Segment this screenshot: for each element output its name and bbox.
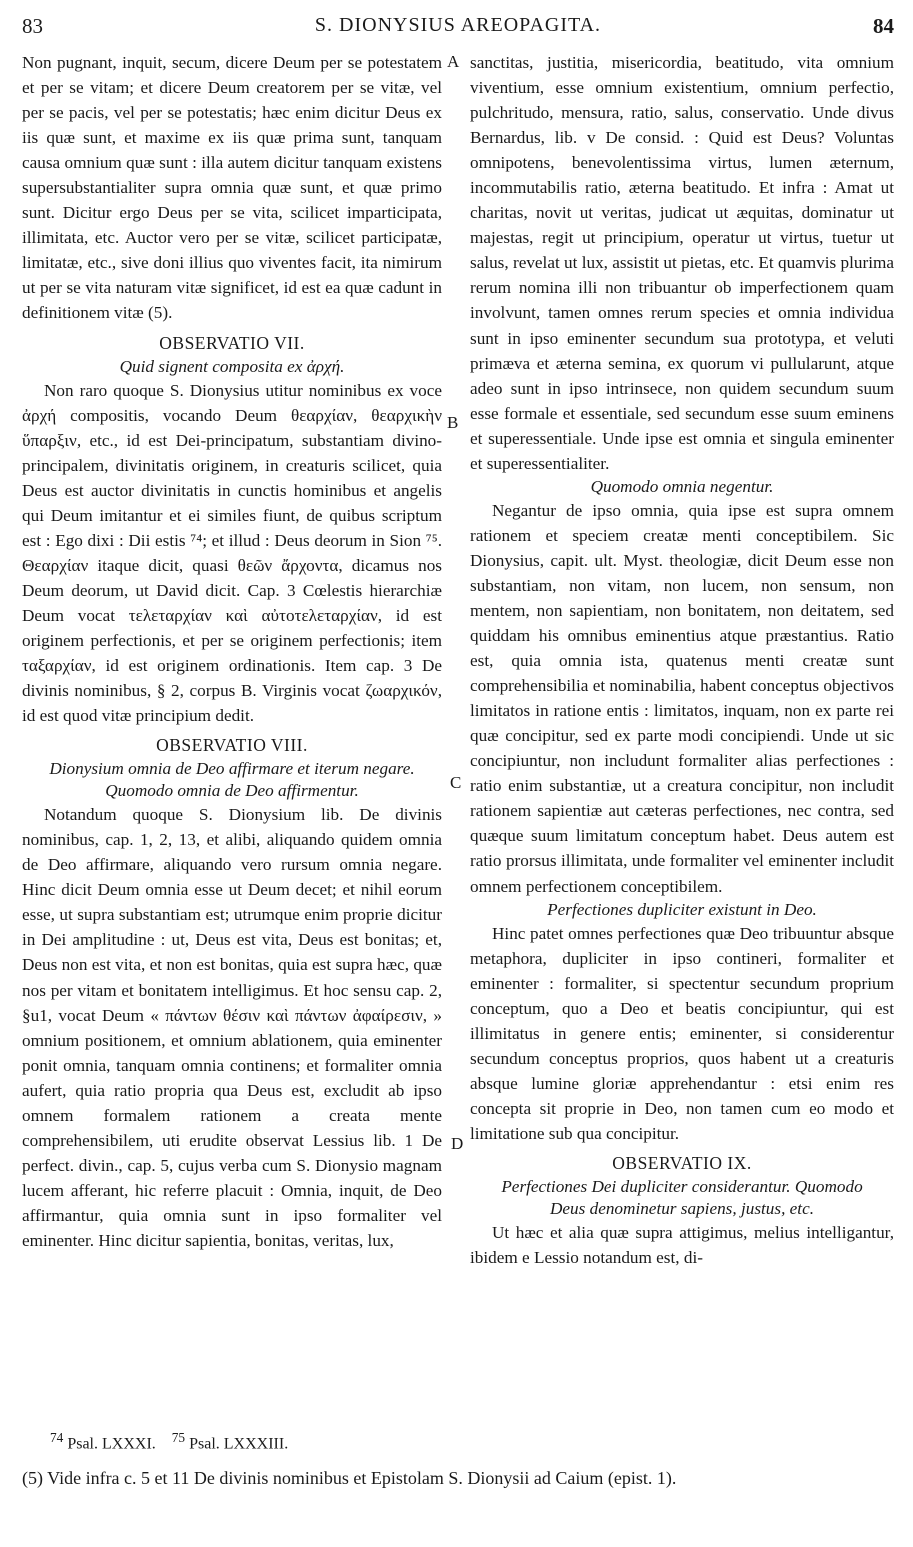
subheading-negentur: Quomodo omnia negentur.	[590, 476, 774, 496]
right-paragraph-4: Ut hæc et alia quæ supra attigimus, melius intelligantur, ibidem e Lessio notandum est, di-	[470, 1222, 894, 1268]
observatio-vii-subtitle: Quid signent composita ex ἀρχή.	[119, 356, 345, 376]
left-column	[22, 50, 442, 1253]
right-paragraph-3: Hinc patet omnes perfectiones quæ Deo tribuuntur absque metaphora, dupliciter in ipso contineri, formaliter et eminenter : formaliter, si spectentur secundum proprium conceptum, quo a Deo et beatis concipiuntur, qui est illimitatus in genere entis; eminenter, si considerentur secundum conceptus proprios, quos habent ut a creaturis absque lumine gloriæ apprehendantur : etsi enim res concepta sit proprie in Deo, non tamen cum eo modo et limitatione sub qua concipitur.	[470, 923, 894, 1143]
footnote-74-number: 74	[50, 1430, 64, 1445]
right-column	[470, 50, 894, 1270]
right-paragraph-1: sanctitas, justitia, misericordia, beatitudo, vita omnium viventium, esse omnium existentium, omnium perfectio, pulchritudo, mensura, ratio, salus, conservatio. Unde divus Bernardus, lib. v De consid. : Quid est Deus? Voluntas omnipotens, benevolentissima virtus, lumen æternum, incommutabilis ratio, æterna beatitudo. Et infra : Amat ut charitas, novit ut veritas, judicat ut æquitas, dominatur ut majestas, regit ut principium, operatur ut virtus, tuetur ut salus, revelat ut lux, assistit ut pietas, etc. Et quamvis plurima rerum nomina illi non tribuantur ob imperfectionem quam involvunt, tamen omnes rerum species et omnia individua sunt in ipso eminenter secundum sua prototypa, et veluti primæva et æterna semina, ex quorum vi pullularunt, atque adeo sunt in ipso intrinsece, non quidem secundum suum esse formale et essentiale, sed secundum esse suum eminens et superessentiale. Unde ipse est omnia et singula eminenter et superessentialiter.	[470, 53, 894, 473]
margin-marker-b: B	[447, 413, 459, 432]
page-number-right: 84	[873, 14, 894, 38]
observatio-ix-subtitle-1: Perfectiones Dei dupliciter considerantur. Quomodo	[501, 1176, 863, 1196]
observatio-viii-subtitle-2: Quomodo omnia de Deo affirmentur.	[105, 781, 359, 801]
right-paragraph-2: Negantur de ipso omnia, quia ipse est supra omnem rationem et speciem creatæ menti conceptibilem. Sic Dionysius, capit. ult. Myst. theologiæ, dicit Deum esse non substantiam, non vitam, non lucem, non sensum, non mentem, non sapientiam, non bonitatem, non deitatem, sed quiddam his omnibus eminentius atque præstantius. Ratio est, quia omnia ista, quatenus menti creatæ sunt comprehensibilia et nominabilia, habent conceptus objectivos limitatos in ratione entis : limitatos, inquam, non ex parte rei quæ concipitur, sed ex parte modi concipiendi. Unde ut sic concipiuntur, non includunt formaliter alias perfectiones : ratio enim substantiæ, ut a creatura concipitur, non includit rationem sapientiæ aut cæteras perfectiones, nec contra, sed quæque suum limitatum conceptum habet. Deus autem est ratio prorsus illimitata, unde formaliter vel eminenter includit omnem perfectionem conceptibilem.	[470, 500, 894, 896]
observatio-viii-heading: OBSERVATIO VIII.	[156, 735, 308, 756]
footnote-74-text: Psal. LXXXI.	[67, 1435, 156, 1453]
margin-marker-a: A	[447, 52, 460, 71]
scripture-footnotes	[50, 1430, 288, 1453]
left-paragraph-3: Notandum quoque S. Dionysium lib. De divinis nominibus, cap. 1, 2, 13, et alibi, aliquando quidem omnia de Deo affirmare, aliquando vero rursum omnia negare. Hinc dicit Deum omnia esse ut Deum decet; et nihil eorum esse, ut supra substantiam est; utrumque enim proprie dicitur in Dei amplitudine : ut, Deus est vita, Deus est bonitas; et, Deus non est vita, et non est bonitas, quia est supra hæc, quæ nos per vitam et bonitatem intelligimus. Et hoc sensu cap. 2, §u1, vocat Deum « πάντων θέσιν καὶ πάντων ἀφαίρεσιν, » omnium positionem, et omnium ablationem, quia eminenter ponit omnia, tanquam omnia continens; et formaliter omnia aufert, quia ratio propria qua Deus est, excludit ab ipso omnem formalem rationem a creata mente comprehensibilem, uti erudite observat Lessius lib. 1 De perfect. divin., cap. 5, cujus verba cum S. Dionysio magnam lucem afferant, hic referre placuit : Omnia, inquit, de Deo affirmantur, quia omnia sunt in ipso formaliter vel eminenter. Hinc dicitur sapientia, bonitas, veritas, lux,	[22, 805, 442, 1250]
left-paragraph-2: Non raro quoque S. Dionysius utitur nominibus ex voce ἀρχή compositis, vocando Deum θεαρχίαν, θεαρχικὴν ὕπαρξιν, etc., id est Dei-principatum, substantiam divino-principalem, divinitatis originem, in creaturis scilicet, quia Deus est auctor divinitatis in cunctis hominibus et angelis qui Deum imitantur et ei similes fiunt, de quibus scriptum est : Ego dixi : Dii estis ⁷⁴; et illud : Deus deorum in Sion ⁷⁵. Θεαρχίαν itaque dicit, quasi θεῶν ἄρχοντα, dicamus nos Deum deorum, ut David dicit. Cap. 3 Cœlestis hierarchiæ Deum vocat τελεταρχίαν καὶ αὐτοτελεταρχίαν, id est originem perfectionis, et per se originem perfectionis; item ταξαρχίαν, id est originem ordinationis. Item cap. 3 De divinis nominibus, § 2, corpus B. Virginis vocat ζωαρχικόν, id est quod vitæ principium dedit.	[22, 380, 442, 726]
footnote-75-number: 75	[171, 1430, 186, 1445]
margin-marker-c: C	[450, 773, 462, 792]
observatio-ix-subtitle-2: Deus denominetur sapiens, justus, etc.	[550, 1198, 814, 1218]
running-title: S. DIONYSIUS AREOPAGITA.	[314, 14, 602, 36]
footnote-5: (5) Vide infra c. 5 et 11 De divinis nominibus et Epistolam S. Dionysii ad Caium (epist. 1).	[22, 1468, 677, 1488]
margin-marker-d: D	[451, 1134, 464, 1153]
observatio-viii-subtitle-1: Dionysium omnia de Deo affirmare et iterum negare.	[49, 759, 415, 779]
subheading-dupliciter-existunt: Perfectiones dupliciter existunt in Deo.	[547, 899, 817, 919]
observatio-ix-heading: OBSERVATIO IX.	[612, 1152, 752, 1173]
observatio-vii-heading: OBSERVATIO VII.	[159, 332, 305, 353]
footnote-75-text: Psal. LXXXIII.	[189, 1435, 289, 1453]
running-header	[22, 14, 894, 44]
page-number-left: 83	[22, 14, 43, 38]
left-paragraph-1: Non pugnant, inquit, secum, dicere Deum per se potestatem et per se vitam; et dicere Deum creatorem per se vitæ, vel per se pacis, vel per se potestatis; hæc enim dicitur Deus ex iis quæ sunt, et maxime ex iis quæ prima sunt, tanquam causa omnium quæ sunt : illa autem dicitur tanquam existens supersubstantialiter supra omnia quæ sunt, et quæ primo sunt. Dicitur ergo Deus per se vita, scilicet imparticipata, illimitata, etc. Auctor vero per se vitæ, scilicet participatæ, limitatæ, etc., sive doni illius quo viventes facit, ita nimirum ut per se vita naturam vitæ significet, id est ea quæ cadunt in definitionem vitæ (5).	[22, 53, 442, 323]
